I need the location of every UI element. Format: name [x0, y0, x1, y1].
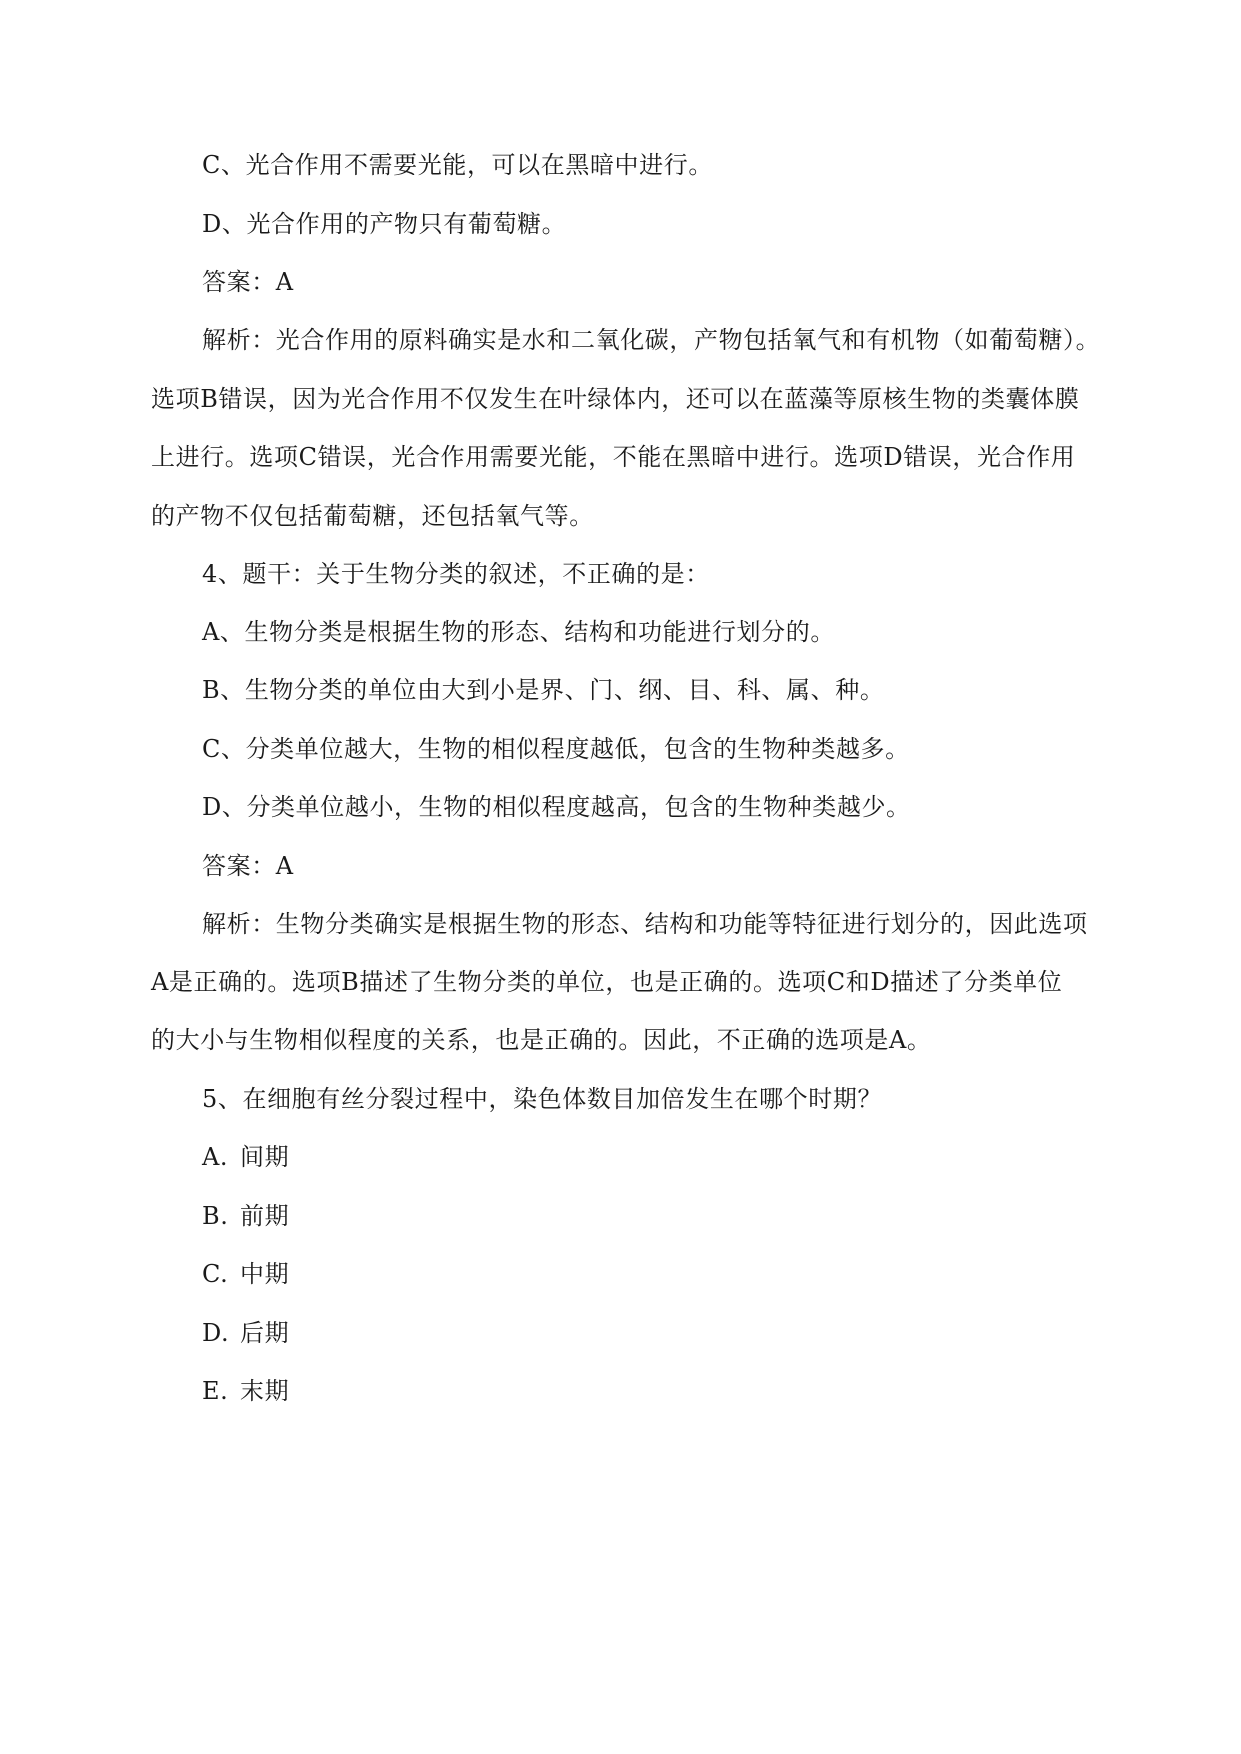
- q3-explanation-line-2: 选项B错误，因为光合作用不仅发生在叶绿体内，还可以在蓝藻等原核生物的类囊体膜: [151, 385, 1080, 413]
- option-text: 中期: [240, 1260, 290, 1288]
- q4-option-c: C、分类单位越大，生物的相似程度越低，包含的生物种类越多。: [202, 735, 910, 763]
- q5-option-d: [0, 1313, 1241, 1353]
- q4-explanation-line-2: A是正确的。选项B描述了生物分类的单位，也是正确的。选项C和D描述了分类单位: [151, 968, 1063, 996]
- q3-explanation-line-4: 的产物不仅包括葡萄糖，还包括氧气等。: [151, 502, 594, 530]
- q5-stem: 5、在细胞有丝分裂过程中，染色体数目加倍发生在哪个时期？: [202, 1085, 883, 1113]
- option-text: 末期: [240, 1377, 290, 1405]
- q4-stem: 4、题干：关于生物分类的叙述，不正确的是：: [202, 560, 710, 588]
- q5-option-b: [0, 1196, 1241, 1236]
- option-letter: B.: [202, 1202, 229, 1230]
- option-text: 前期: [240, 1202, 290, 1230]
- option-letter: E.: [202, 1377, 229, 1405]
- q3-option-d: D、光合作用的产物只有葡萄糖。: [202, 210, 567, 238]
- q4-option-b: B、生物分类的单位由大到小是界、门、纲、目、科、属、种。: [202, 676, 885, 704]
- q5-option-c: [0, 1254, 1241, 1294]
- q4-option-a: A、生物分类是根据生物的形态、结构和功能进行划分的。: [202, 618, 835, 646]
- option-text: 后期: [240, 1319, 290, 1347]
- q3-explanation-line-1: 解析：光合作用的原料确实是水和二氧化碳，产物包括氧气和有机物（如葡萄糖）。: [202, 326, 1101, 354]
- q3-explanation-line-3: 上进行。选项C错误，光合作用需要光能，不能在黑暗中进行。选项D错误，光合作用: [151, 443, 1076, 471]
- option-letter: C.: [202, 1260, 229, 1288]
- q5-option-a: [0, 1137, 1241, 1177]
- q4-answer: 答案：A: [202, 852, 294, 880]
- q4-explanation-line-1: 解析：生物分类确实是根据生物的形态、结构和功能等特征进行划分的，因此选项: [202, 910, 1088, 938]
- q4-explanation-line-3: 的大小与生物相似程度的关系，也是正确的。因此，不正确的选项是A。: [151, 1026, 932, 1054]
- option-letter: D.: [202, 1319, 230, 1347]
- q3-answer: 答案：A: [202, 268, 294, 296]
- q4-option-d: D、分类单位越小，生物的相似程度越高，包含的生物种类越少。: [202, 793, 911, 821]
- option-letter: A.: [202, 1143, 229, 1171]
- q5-option-e: [0, 1371, 1241, 1411]
- option-text: 间期: [240, 1143, 290, 1171]
- q3-option-c: C、光合作用不需要光能，可以在黑暗中进行。: [202, 151, 713, 179]
